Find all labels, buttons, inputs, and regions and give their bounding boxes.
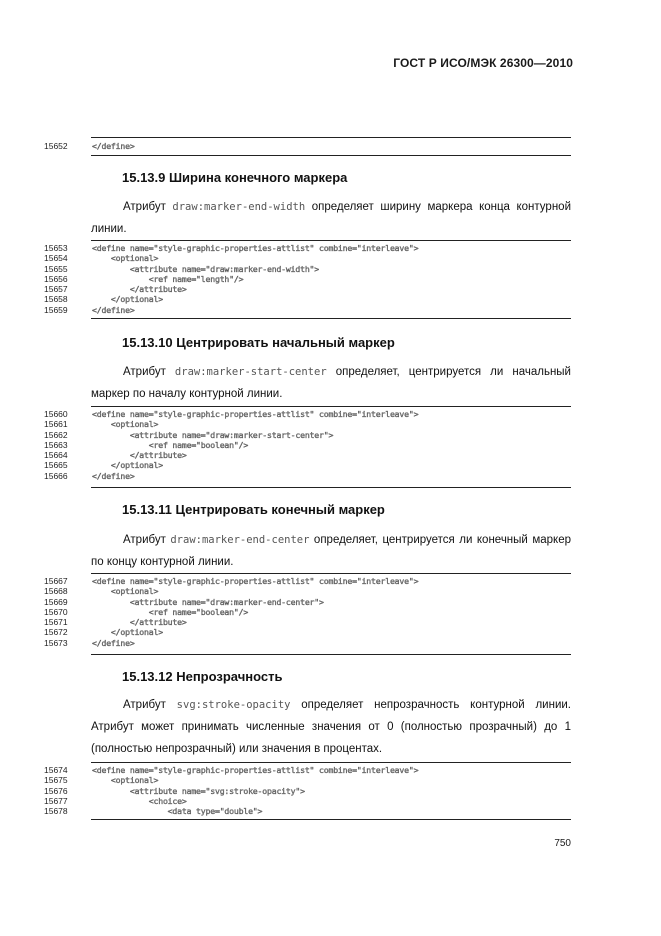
code-text: <ref name="boolean"/>	[92, 439, 249, 450]
code-text: <optional>	[92, 586, 159, 597]
inline-code: draw:marker-end-center	[170, 534, 310, 546]
line-number: 15658	[44, 294, 68, 305]
code-line	[0, 450, 661, 460]
rule	[91, 762, 571, 763]
code-text: </attribute>	[92, 284, 187, 295]
code-line	[0, 440, 661, 450]
line-number: 15662	[44, 429, 68, 440]
code-line	[0, 141, 661, 151]
section-heading: 15.13.10 Центрировать начальный маркер	[122, 335, 395, 350]
code-text: </define>	[92, 141, 135, 151]
code-text: <attribute name="draw:marker-end-center">	[92, 596, 324, 607]
line-number: 15655	[44, 263, 68, 274]
code-line	[0, 597, 661, 607]
code-block-2	[0, 409, 661, 481]
section-paragraph: Атрибут svg:stroke-opacity определяет непрозрачность контурной линии. Атрибут может принимать численные значения от 0 (полностью прозрачный) до 1 (полностью непрозрачный) или значения в процентах.	[91, 699, 571, 755]
code-text: </attribute>	[92, 450, 187, 461]
code-block-3	[0, 576, 661, 648]
code-line	[0, 617, 661, 627]
code-text: </define>	[92, 637, 135, 648]
line-number: 15661	[44, 419, 68, 430]
line-number: 15657	[44, 284, 68, 295]
code-line	[0, 627, 661, 637]
line-number: 15653	[44, 243, 68, 253]
code-text: <define name="style-graphic-properties-attlist" combine="interleave">	[92, 243, 419, 253]
code-line	[0, 796, 661, 806]
code-line	[0, 460, 661, 470]
code-text: <define name="style-graphic-properties-attlist" combine="interleave">	[92, 576, 419, 586]
line-number: 15665	[44, 460, 68, 471]
section-heading: 15.13.12 Непрозрачность	[122, 669, 283, 684]
rule	[91, 240, 571, 241]
line-number: 15676	[44, 785, 68, 796]
rule	[91, 137, 571, 138]
code-line	[0, 264, 661, 274]
inline-code: svg:stroke-opacity	[176, 699, 291, 711]
rule	[91, 819, 571, 820]
rule	[91, 654, 571, 655]
code-line	[0, 305, 661, 315]
line-number: 15677	[44, 795, 68, 806]
code-text: </optional>	[92, 627, 163, 638]
line-number: 15660	[44, 409, 68, 419]
code-text: <data type="double">	[92, 806, 263, 817]
code-line	[0, 806, 661, 816]
inline-code: draw:marker-start-center	[174, 366, 327, 378]
code-text: </define>	[92, 470, 135, 481]
rule	[91, 318, 571, 319]
line-number: 15656	[44, 273, 68, 284]
code-line	[0, 419, 661, 429]
line-number: 15673	[44, 637, 68, 648]
code-text: <ref name="boolean"/>	[92, 606, 249, 617]
code-text: </optional>	[92, 460, 163, 471]
line-number: 15652	[44, 141, 68, 151]
section-paragraph: Атрибут draw:marker-start-center определяет, центрируется ли начальный маркер по началу контурной линии.	[91, 366, 571, 400]
line-number: 15666	[44, 470, 68, 481]
code-line	[0, 243, 661, 253]
code-line	[0, 586, 661, 596]
code-line	[0, 430, 661, 440]
code-text: <define name="style-graphic-properties-attlist" combine="interleave">	[92, 409, 419, 419]
code-line	[0, 409, 661, 419]
section-paragraph: Атрибут draw:marker-end-center определяет, центрируется ли конечный маркер по концу контурной линии.	[91, 534, 571, 568]
code-line	[0, 775, 661, 785]
line-number: 15654	[44, 253, 68, 264]
code-line	[0, 576, 661, 586]
code-line	[0, 294, 661, 304]
line-number: 15667	[44, 576, 68, 586]
rule	[91, 155, 571, 156]
code-line	[0, 786, 661, 796]
code-text: <attribute name="svg:stroke-opacity">	[92, 785, 305, 796]
code-line	[0, 765, 661, 775]
code-line	[0, 274, 661, 284]
section-heading: 15.13.9 Ширина конечного маркера	[122, 170, 348, 185]
code-text: <attribute name="draw:marker-start-center">	[92, 429, 334, 440]
code-text: <optional>	[92, 253, 159, 264]
line-number: 15674	[44, 765, 68, 775]
code-block-0	[0, 141, 661, 151]
code-text: <attribute name="draw:marker-end-width">	[92, 263, 320, 274]
line-number: 15664	[44, 450, 68, 461]
line-number: 15659	[44, 304, 68, 315]
code-line	[0, 284, 661, 294]
line-number: 15675	[44, 775, 68, 786]
page-number: 750	[554, 838, 571, 849]
code-line	[0, 471, 661, 481]
code-line	[0, 607, 661, 617]
code-line	[0, 253, 661, 263]
document-header: ГОСТ Р ИСО/МЭК 26300—2010	[393, 56, 573, 70]
section-heading: 15.13.11 Центрировать конечный маркер	[122, 502, 385, 517]
line-number: 15670	[44, 606, 68, 617]
code-text: <optional>	[92, 419, 159, 430]
code-text: </define>	[92, 304, 135, 315]
code-line	[0, 638, 661, 648]
rule	[91, 406, 571, 407]
rule	[91, 573, 571, 574]
code-block-1	[0, 243, 661, 315]
line-number: 15678	[44, 806, 68, 817]
line-number: 15663	[44, 439, 68, 450]
code-text: <optional>	[92, 775, 159, 786]
code-text: </optional>	[92, 294, 163, 305]
inline-code: draw:marker-end-width	[172, 201, 306, 213]
code-text: <define name="style-graphic-properties-attlist" combine="interleave">	[92, 765, 419, 775]
line-number: 15669	[44, 596, 68, 607]
line-number: 15672	[44, 627, 68, 638]
line-number: 15671	[44, 617, 68, 628]
line-number: 15668	[44, 586, 68, 597]
code-block-4	[0, 765, 661, 816]
code-text: <choice>	[92, 795, 187, 806]
code-text: </attribute>	[92, 617, 187, 628]
rule	[91, 487, 571, 488]
code-text: <ref name="length"/>	[92, 273, 244, 284]
section-paragraph: Атрибут draw:marker-end-width определяет ширину маркера конца контурной линии.	[91, 201, 571, 235]
